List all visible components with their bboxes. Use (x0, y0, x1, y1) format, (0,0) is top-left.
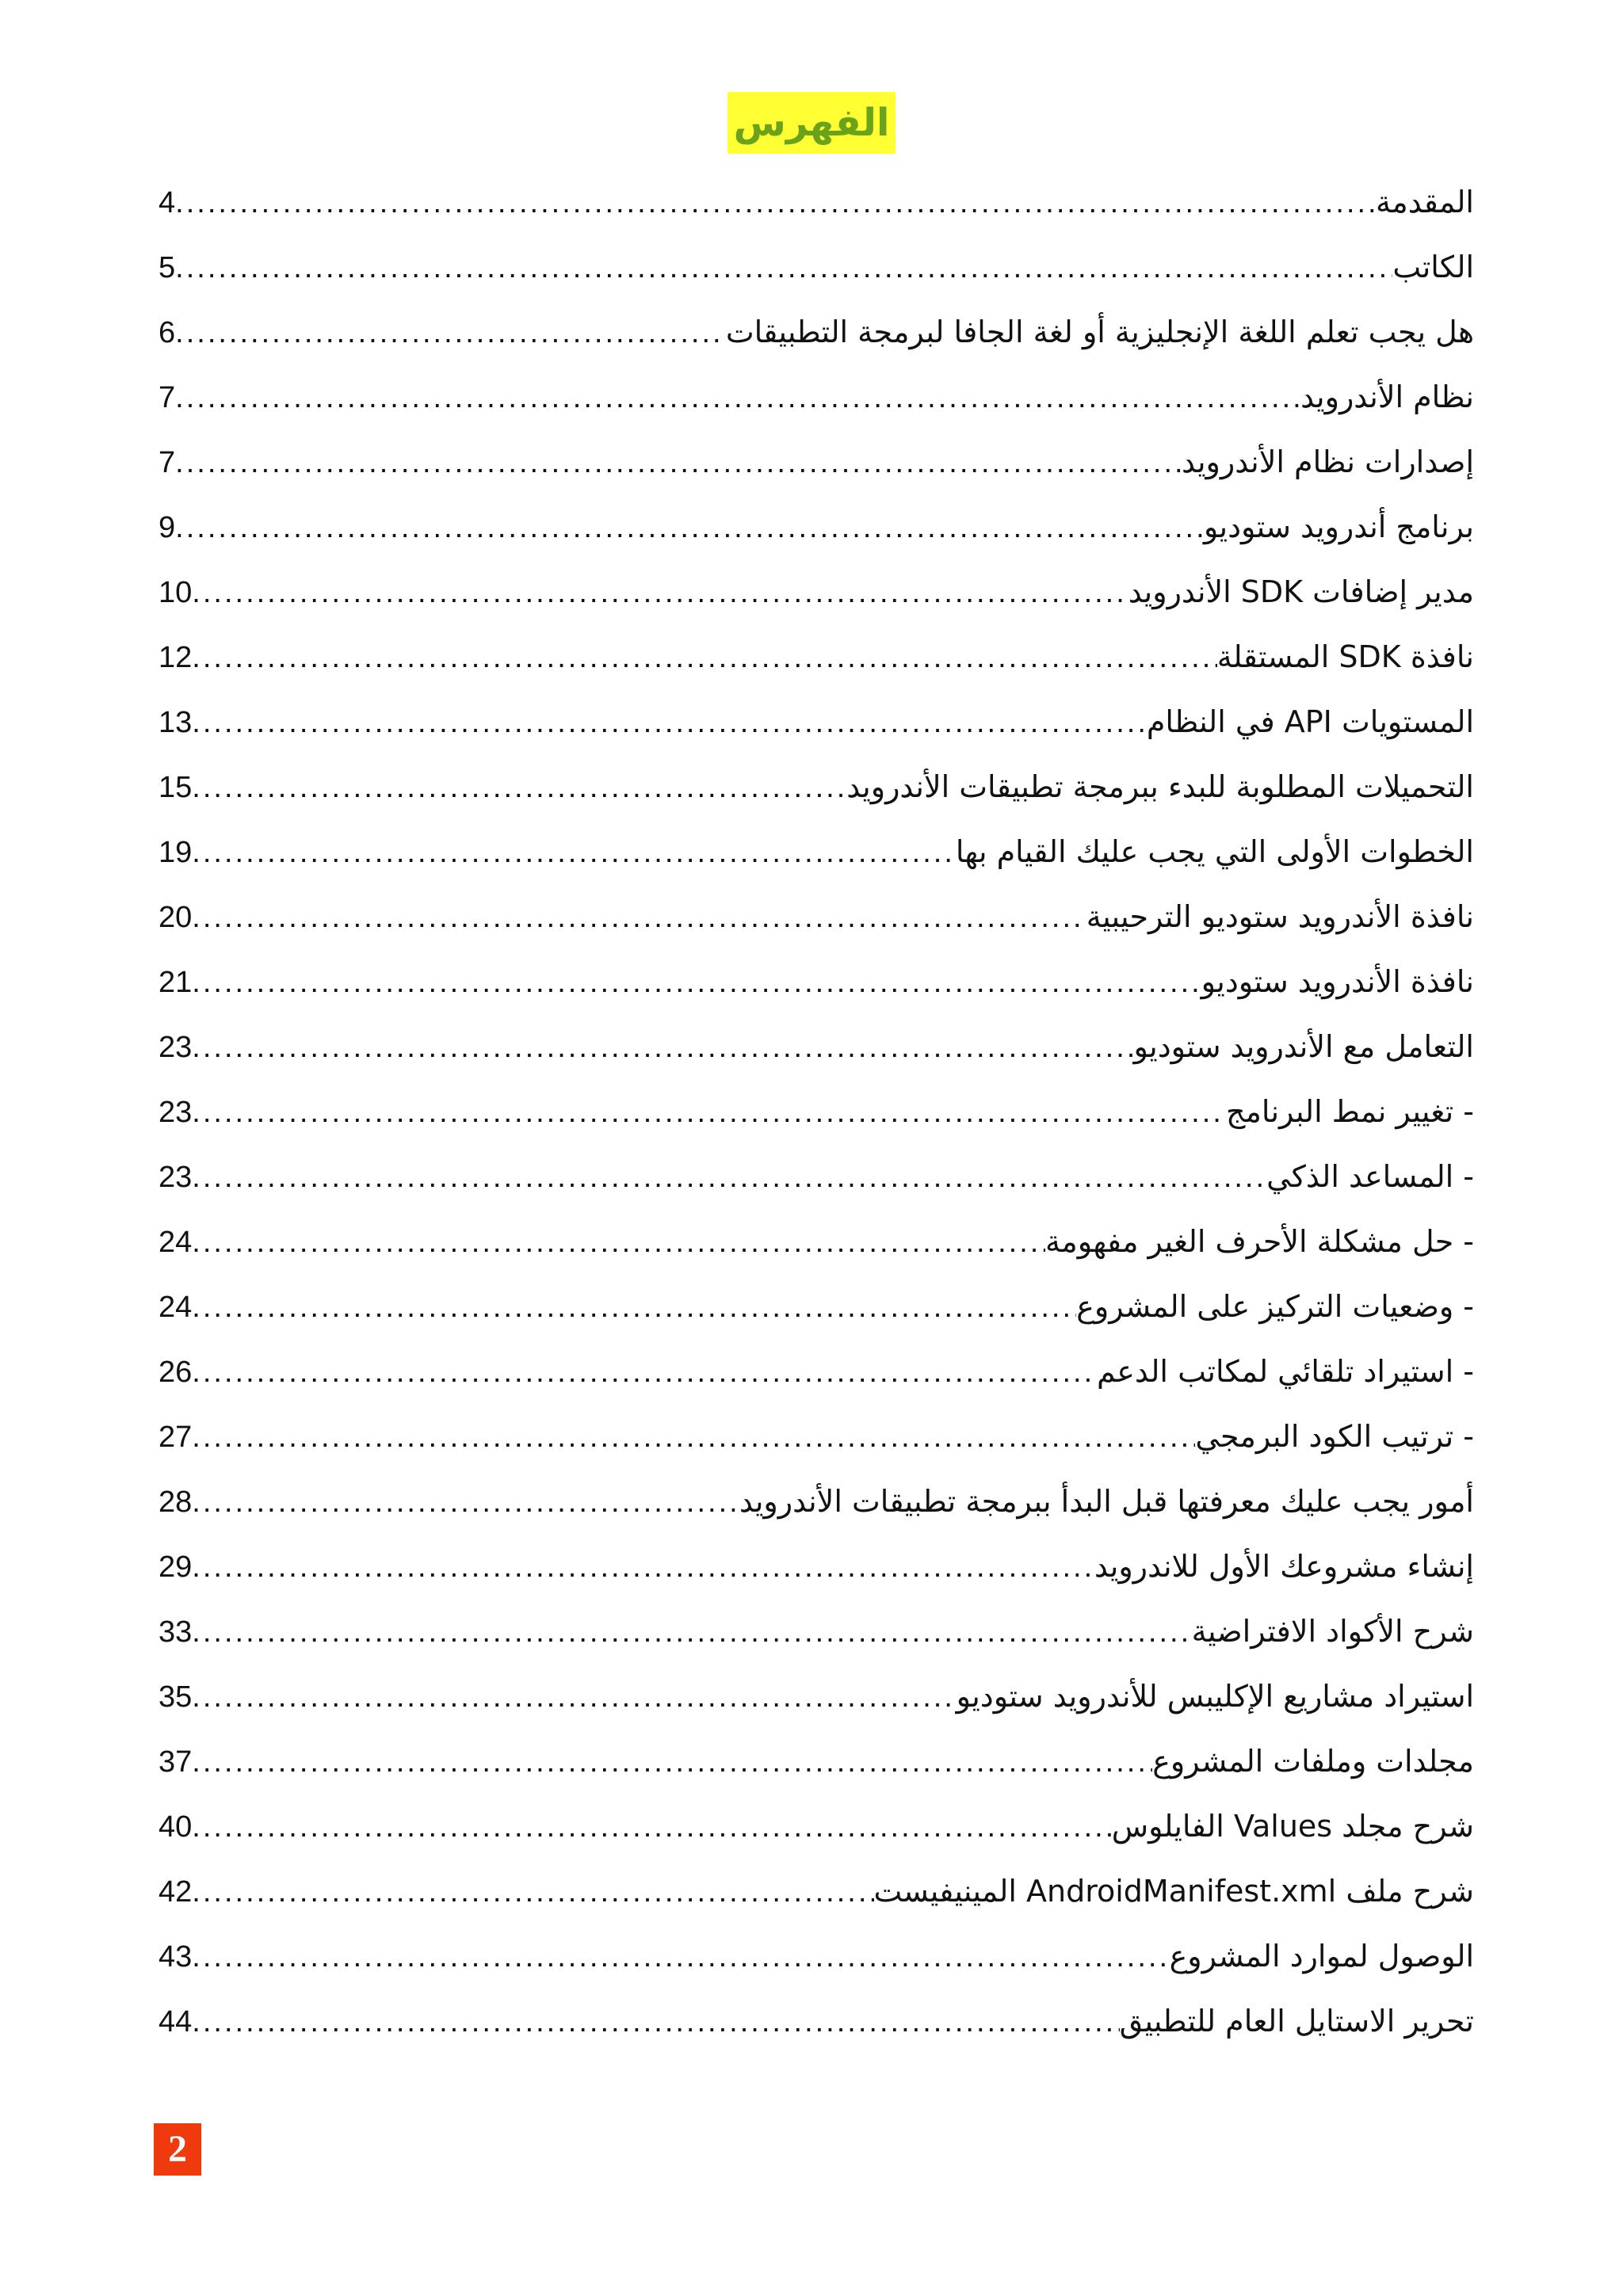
toc-entry-page: 23 (158, 1161, 193, 1194)
toc-entry-title: الوصول لموارد المشروع (1169, 1939, 1474, 1974)
toc-entry-title: التحميلات المطلوبة للبدء ببرمجة تطبيقات الأندرويد (846, 769, 1474, 804)
toc-dot-leader (192, 1924, 1169, 1989)
toc-entry-title: نافذة SDK المستقلة (1216, 639, 1474, 674)
toc-entry[interactable] (158, 1079, 1474, 1144)
toc-entry-page: 40 (158, 1810, 193, 1844)
toc-entry-page: 10 (158, 576, 193, 609)
toc-entry-title: - تغيير نمط البرنامج (1226, 1094, 1474, 1129)
toc-entry-title: تحرير الاستايل العام للتطبيق (1119, 2004, 1474, 2039)
toc-entry-title: نظام الأندرويد (1300, 379, 1474, 414)
toc-entry-page: 23 (158, 1096, 193, 1129)
toc-entry-page: 43 (158, 1940, 193, 1974)
toc-entry-title: المستويات API في النظام (1146, 704, 1474, 739)
toc-entry-title: - المساعد الذكي (1266, 1159, 1474, 1194)
toc-entry-title: أمور يجب عليك معرفتها قبل البدأ ببرمجة تطبيقات الأندرويد (739, 1484, 1474, 1519)
toc-entry-title: مدير إضافات SDK الأندرويد (1128, 574, 1474, 609)
toc-entry[interactable] (158, 299, 1474, 364)
toc-entry-title: شرح الأكواد الافتراضية (1191, 1614, 1474, 1649)
toc-entry[interactable] (158, 949, 1474, 1014)
toc-entry-page: 7 (158, 446, 176, 479)
toc-entry-page: 23 (158, 1031, 193, 1064)
toc-dot-leader (192, 885, 1086, 950)
toc-dot-leader (192, 1405, 1195, 1470)
toc-heading-wrap (0, 92, 1623, 154)
toc-entry[interactable] (158, 1989, 1474, 2054)
toc-entry-page: 7 (158, 381, 176, 414)
toc-entry[interactable] (158, 754, 1474, 819)
toc-entry-page: 15 (158, 771, 193, 804)
toc-entry-title: إنشاء مشروعك الأول للاندرويد (1094, 1549, 1474, 1584)
toc-entry-page: 19 (158, 836, 193, 869)
toc-dot-leader (192, 1015, 1133, 1080)
toc-entry[interactable] (158, 1014, 1474, 1079)
toc-dot-leader (192, 1470, 739, 1535)
toc-entry-title: الكاتب (1392, 250, 1474, 284)
toc-dot-leader (192, 690, 1147, 755)
toc-dot-leader (192, 1080, 1226, 1145)
toc-dot-leader (192, 1665, 956, 1730)
toc-entry[interactable] (158, 1534, 1474, 1599)
toc-dot-leader (192, 1340, 1097, 1405)
table-of-contents (158, 170, 1474, 2054)
toc-entry-page: 29 (158, 1550, 193, 1584)
toc-dot-leader (192, 560, 1128, 625)
toc-entry-title: - ترتيب الكود البرمجي (1195, 1419, 1474, 1454)
toc-entry-title: نافذة الأندرويد ستوديو الترحيبية (1086, 899, 1474, 934)
toc-entry-page: 44 (158, 2005, 193, 2039)
toc-entry[interactable] (158, 170, 1474, 235)
toc-entry[interactable] (158, 559, 1474, 624)
toc-entry[interactable] (158, 235, 1474, 299)
toc-entry-title: نافذة الأندرويد ستوديو (1201, 964, 1474, 999)
toc-entry-page: 24 (158, 1291, 193, 1324)
toc-entry[interactable] (158, 494, 1474, 559)
toc-entry[interactable] (158, 1339, 1474, 1404)
toc-dot-leader (175, 300, 726, 365)
toc-entry-title: - استيراد تلقائي لمكاتب الدعم (1096, 1354, 1474, 1389)
toc-entry-page: 21 (158, 966, 193, 999)
toc-entry-title: استيراد مشاريع الإكليبس للأندرويد ستوديو (956, 1679, 1474, 1714)
toc-entry-page: 37 (158, 1745, 193, 1779)
toc-entry-title: الخطوات الأولى التي يجب عليك القيام بها (955, 834, 1474, 869)
toc-dot-leader (192, 625, 1216, 690)
toc-entry-title: المقدمة (1375, 185, 1474, 219)
toc-entry[interactable] (158, 884, 1474, 949)
toc-entry[interactable] (158, 1729, 1474, 1794)
toc-entry-title: إصدارات نظام الأندرويد (1182, 444, 1474, 479)
toc-entry-page: 9 (158, 511, 176, 544)
page-number-badge: 2 (154, 2123, 201, 2176)
toc-dot-leader (192, 820, 956, 885)
toc-entry-page: 35 (158, 1680, 193, 1714)
toc-entry-page: 26 (158, 1356, 193, 1389)
toc-entry[interactable] (158, 1404, 1474, 1469)
toc-entry-page: 24 (158, 1226, 193, 1259)
toc-entry[interactable] (158, 1469, 1474, 1534)
toc-dot-leader (192, 1210, 1045, 1275)
toc-entry[interactable] (158, 1794, 1474, 1859)
toc-dot-leader (192, 1275, 1076, 1340)
toc-entry-page: 33 (158, 1615, 193, 1649)
toc-entry-page: 27 (158, 1421, 193, 1454)
toc-entry[interactable] (158, 1144, 1474, 1209)
toc-entry[interactable] (158, 429, 1474, 494)
toc-entry-title: التعامل مع الأندرويد ستوديو (1133, 1029, 1474, 1064)
toc-entry[interactable] (158, 1664, 1474, 1729)
toc-entry[interactable] (158, 689, 1474, 754)
toc-entry-page: 20 (158, 901, 193, 934)
toc-dot-leader (192, 1535, 1094, 1600)
toc-entry[interactable] (158, 1599, 1474, 1664)
toc-entry[interactable] (158, 364, 1474, 429)
toc-dot-leader (175, 235, 1392, 300)
toc-entry-title: شرح مجلد Values الفايلوس (1111, 1809, 1474, 1844)
toc-dot-leader (175, 430, 1182, 495)
toc-entry[interactable] (158, 1924, 1474, 1989)
toc-heading: الفهرس (727, 92, 896, 154)
toc-entry[interactable] (158, 1274, 1474, 1339)
toc-dot-leader (192, 1859, 873, 1924)
toc-dot-leader (192, 1145, 1266, 1210)
toc-entry-title: - وضعيات التركيز على المشروع (1076, 1289, 1474, 1324)
toc-entry-page: 6 (158, 316, 176, 349)
toc-dot-leader (192, 1989, 1119, 2054)
toc-entry[interactable] (158, 819, 1474, 884)
toc-entry-title: برنامج أندرويد ستوديو (1203, 509, 1474, 544)
toc-entry-title: هل يجب تعلم اللغة الإنجليزية أو لغة الجافا لبرمجة التطبيقات (725, 315, 1474, 349)
toc-entry-title: مجلدات وملفات المشروع (1152, 1744, 1474, 1779)
toc-entry-page: 28 (158, 1486, 193, 1519)
toc-dot-leader (192, 950, 1201, 1015)
toc-entry[interactable] (158, 1859, 1474, 1924)
toc-dot-leader (192, 1730, 1152, 1794)
toc-entry-page: 13 (158, 706, 193, 739)
toc-entry-page: 42 (158, 1875, 193, 1909)
toc-dot-leader (175, 170, 1376, 235)
toc-dot-leader (192, 755, 846, 820)
toc-entry-page: 4 (158, 186, 176, 219)
toc-dot-leader (175, 365, 1300, 430)
toc-entry-title: شرح ملف AndroidManifest.xml المينيفيست (873, 1874, 1474, 1909)
toc-entry-page: 5 (158, 251, 176, 284)
toc-entry[interactable] (158, 1209, 1474, 1274)
toc-entry[interactable] (158, 624, 1474, 689)
toc-dot-leader (192, 1794, 1111, 1859)
toc-entry-title: - حل مشكلة الأحرف الغير مفهومة (1045, 1224, 1474, 1259)
toc-dot-leader (175, 495, 1204, 560)
toc-dot-leader (192, 1600, 1191, 1665)
toc-entry-page: 12 (158, 641, 193, 674)
